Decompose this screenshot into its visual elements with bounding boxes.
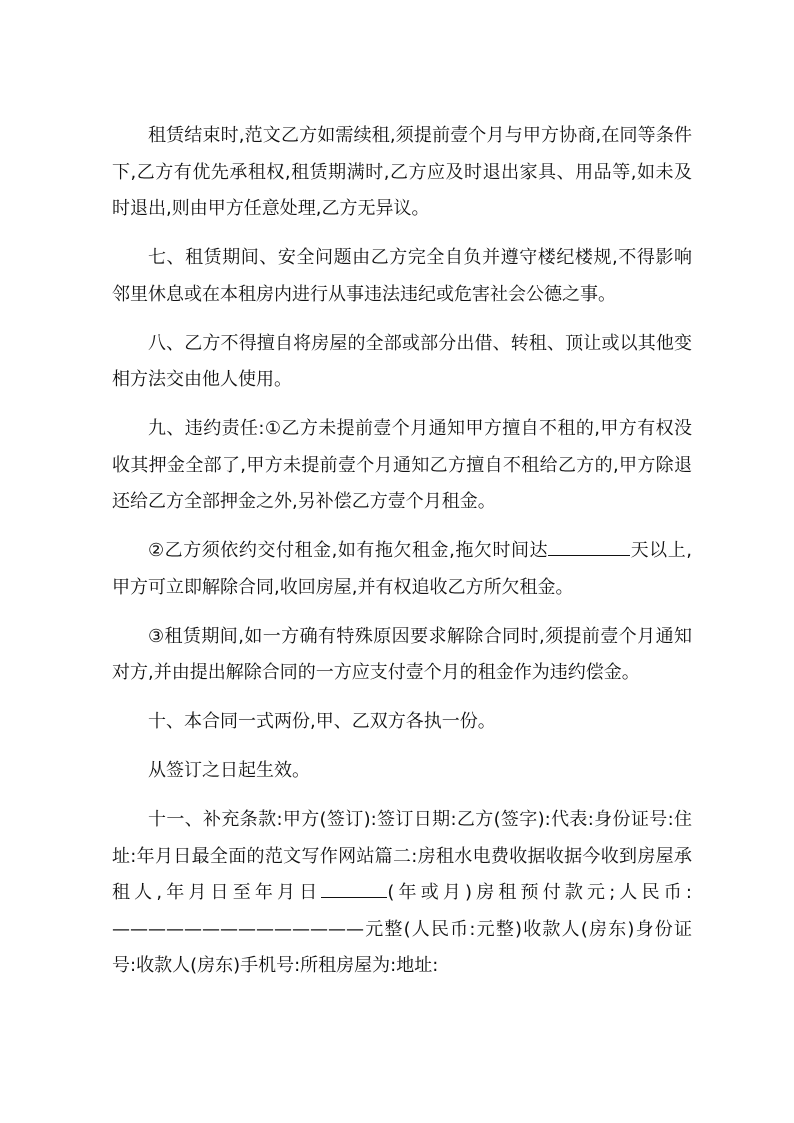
paragraph-clause-10: 十、本合同一式两份,甲、乙双方各执一份。	[148, 711, 496, 732]
clause-11-text-end: (年或月)房租预付款元;人民币:——————————————元整(人民币:元整)收款人(房东)身份证号:收款人(房东)手机号:所租房屋为:地址:	[112, 882, 692, 976]
paragraph-clause-7: 七、租赁期间、安全问题由乙方完全自负并遵守楼纪楼规,不得影响邻里休息或在本租房内进行从事违法违纪或危害社会公德之事。	[112, 247, 692, 305]
paragraph-clause-8: 八、乙方不得擅自将房屋的全部或部分出借、转租、顶让或以其他变相方法交由他人使用。	[112, 332, 692, 390]
clause-9-item-2-text-end: 天以上,甲方可立即解除合同,收回房屋,并有权追收乙方所欠租金。	[112, 540, 692, 598]
rent-period-blank	[321, 879, 387, 898]
clause-9-item-2-text-start: ②乙方须依约交付租金,如有拖欠租金,拖欠时间达	[148, 540, 549, 561]
overdue-days-blank	[548, 537, 630, 556]
paragraph-effective: 从签订之日起生效。	[148, 760, 310, 781]
paragraph-clause-9-item-2	[112, 533, 692, 606]
clause-11-text-start: 十一、补充条款:甲方(签订):签订日期:乙方(签字):代表:身份证号:住址:年月日最全面的范文写作网站篇二:房租水电费收据收据今收到房屋承租人,年月日至年月日	[112, 809, 692, 903]
document-page	[112, 118, 692, 997]
paragraph-lease-end: 租赁结束时,范文乙方如需续租,须提前壹个月与甲方协商,在同等条件下,乙方有优先承租权,租赁期满时,乙方应及时退出家具、用品等,如未及时退出,则由甲方任意处理,乙方无异议。	[112, 125, 692, 219]
paragraph-clause-11	[112, 802, 692, 985]
paragraph-clause-9-item-3: ③租赁期间,如一方确有特殊原因要求解除合同时,须提前壹个月通知对方,并由提出解除合同的一方应支付壹个月的租金作为违约偿金。	[112, 625, 692, 683]
paragraph-clause-9: 九、违约责任:①乙方未提前壹个月通知甲方擅自不租的,甲方有权没收其押金全部了,甲方未提前壹个月通知乙方擅自不租给乙方的,甲方除退还给乙方全部押金之外,另补偿乙方壹个月租金。	[112, 418, 692, 512]
